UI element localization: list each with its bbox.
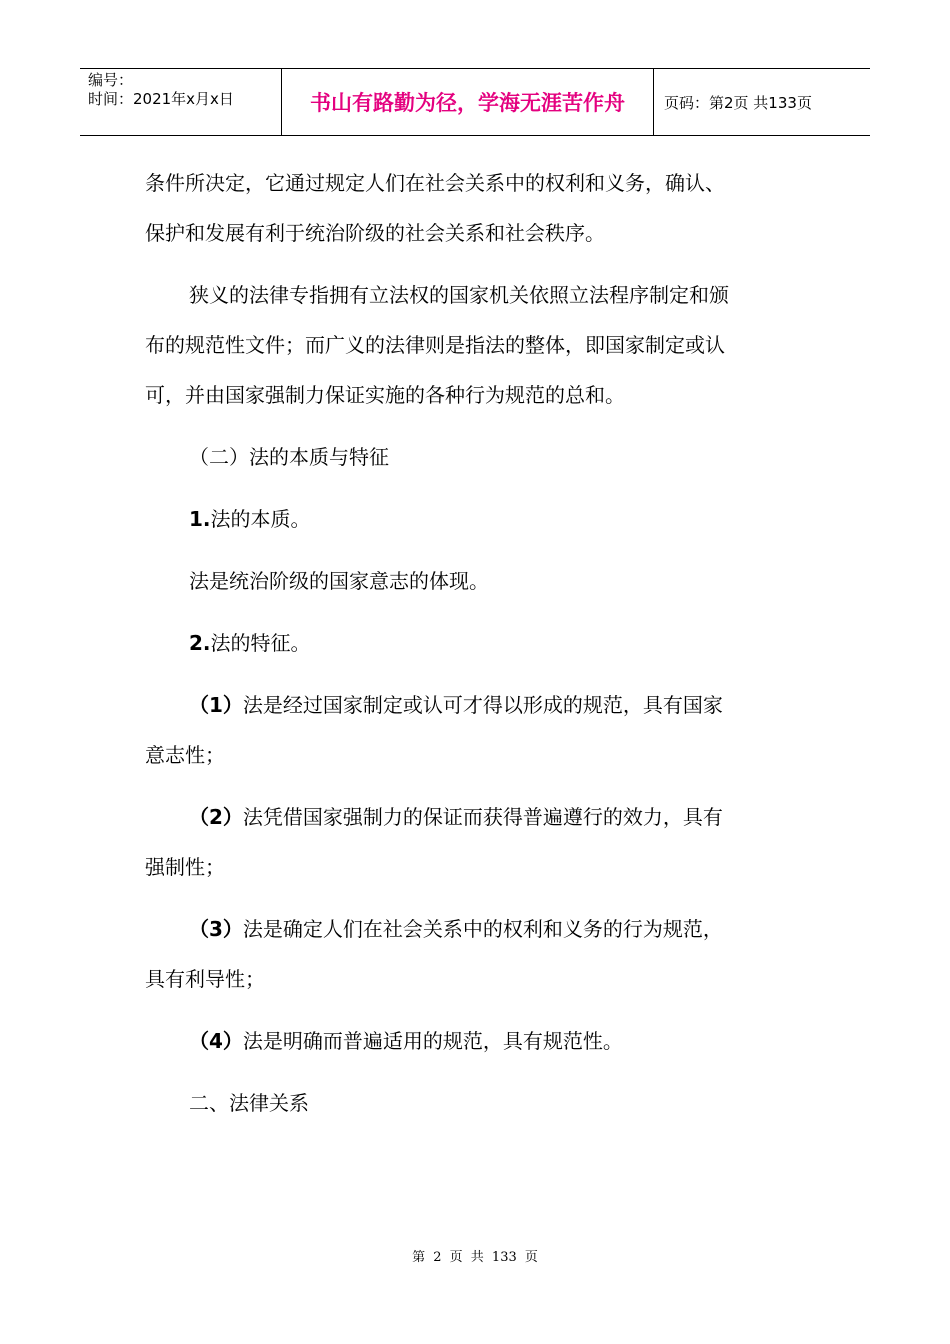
item-number: 1. (189, 507, 211, 531)
paragraph-line: 布的规范性文件；而广义的法律则是指法的整体，即国家制定或认 (145, 333, 725, 357)
header-page-info: 页码：第2页 共133页 (664, 93, 812, 112)
item-title: 法的本质。 (210, 507, 311, 531)
feature-text: 法是经过国家制定或认可才得以形成的规范，具有国家 (242, 693, 723, 717)
feature-line (145, 680, 805, 730)
item-title: 法的特征。 (210, 631, 311, 655)
section-heading: （二）法的本质与特征 (189, 445, 389, 469)
paragraph-line: 可，并由国家强制力保证实施的各种行为规范的总和。 (145, 383, 625, 407)
feature-line: 强制性； (145, 855, 225, 879)
page-footer: 第 2 页 共 133 页 (412, 1250, 538, 1265)
paragraph-line: 狭义的法律专指拥有立法权的国家机关依照立法程序制定和颁 (189, 283, 729, 307)
paragraph-line: 条件所决定，它通过规定人们在社会关系中的权利和义务，确认、 (145, 171, 725, 195)
feature-number: （2） (189, 805, 243, 829)
feature-number: （1） (189, 693, 243, 717)
page-header (80, 68, 870, 136)
feature-text: 法是明确而普遍适用的规范，具有规范性。 (242, 1029, 623, 1053)
date-label: 时间：2021年x月x日 (88, 90, 234, 108)
paragraph-line: 保护和发展有利于统治阶级的社会关系和社会秩序。 (145, 221, 605, 245)
feature-text: 法是确定人们在社会关系中的权利和义务的行为规范， (242, 917, 723, 941)
feature-line: 意志性； (145, 743, 225, 767)
feature-number: （4） (189, 1029, 243, 1053)
feature-line (145, 904, 805, 954)
paragraph-line: 法是统治阶级的国家意志的体现。 (189, 569, 489, 593)
item-heading (145, 618, 805, 668)
item-heading (145, 494, 805, 544)
serial-label: 编号： (88, 71, 134, 89)
feature-number: （3） (189, 917, 243, 941)
feature-text: 法凭借国家强制力的保证而获得普遍遵行的效力，具有 (242, 805, 723, 829)
feature-line (145, 1016, 805, 1066)
document-body (145, 158, 805, 1128)
feature-line: 具有利导性； (145, 967, 265, 991)
section-heading: 二、法律关系 (189, 1091, 309, 1115)
header-page-cell (654, 69, 870, 135)
header-motto-cell (282, 69, 654, 135)
header-motto: 书山有路勤为径，学海无涯苦作舟 (310, 91, 625, 115)
feature-line (145, 792, 805, 842)
header-meta-cell (80, 69, 282, 135)
item-number: 2. (189, 631, 211, 655)
